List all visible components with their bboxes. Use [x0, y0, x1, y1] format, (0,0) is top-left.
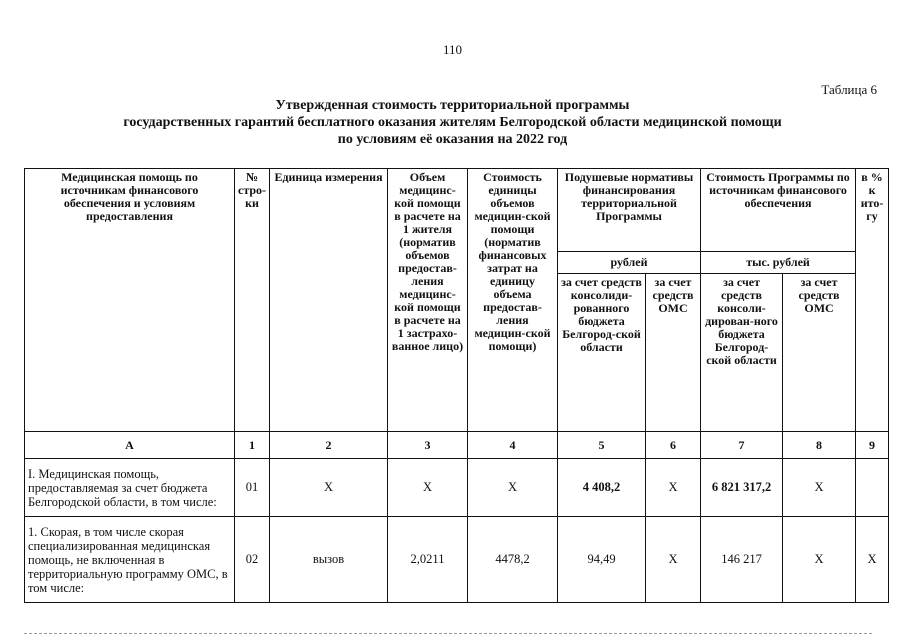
cost-table — [24, 168, 889, 603]
header-thousand-rubles: тыс. рублей — [701, 252, 856, 274]
header-col-unit: Единица измерения — [270, 169, 388, 432]
row-per-capita-budget: 4 408,2 — [558, 459, 646, 517]
header-col-volume: Объем медицинс-кой помощи в расчете на 1 жителя (норматив объемов предостав-ления медицинс-кой помощи в расчете на 1 застрахо-ванное лицо) — [388, 169, 468, 432]
row-name: 1. Скорая, в том числе скорая специализированная медицинская помощь, не включенная в территориальную программу ОМС, в том числе: — [25, 517, 235, 603]
row-name: I. Медицинская помощь, предоставляемая за счет бюджета Белгородской области, в том числе: — [25, 459, 235, 517]
row-per-capita-budget: 94,49 — [558, 517, 646, 603]
header-sub-6: за счет средств ОМС — [646, 274, 701, 432]
header-col-per-capita: Подушевые нормативы финансирования территориальной Программы — [558, 169, 701, 252]
header-sub-5: за счет средств консолиди-рованного бюджета Белгород-ской области — [558, 274, 646, 432]
column-number: 9 — [856, 432, 889, 459]
title-line-3: по условиям её оказания на 2022 год — [337, 132, 568, 147]
column-number-row — [25, 432, 889, 459]
row-per-capita-oms: Х — [646, 459, 701, 517]
row-line-number: 01 — [235, 459, 270, 517]
header-col-program-cost: Стоимость Программы по источникам финансового обеспечения — [701, 169, 856, 252]
column-number: 1 — [235, 432, 270, 459]
row-program-budget: 6 821 317,2 — [701, 459, 783, 517]
column-number: 8 — [783, 432, 856, 459]
column-number: 4 — [468, 432, 558, 459]
row-unit: вызов — [270, 517, 388, 603]
table-row — [25, 459, 889, 517]
row-volume: 2,0211 — [388, 517, 468, 603]
row-percent — [856, 459, 889, 517]
row-line-number: 02 — [235, 517, 270, 603]
table-title — [0, 97, 905, 148]
header-sub-7: за счет средств консоли-дирован-ного бюджета Белгород-ской области — [701, 274, 783, 432]
row-unit-cost: Х — [468, 459, 558, 517]
row-volume: Х — [388, 459, 468, 517]
column-number: 7 — [701, 432, 783, 459]
header-col-percent: в % к ито-гу — [856, 169, 889, 432]
page-bottom-edge — [24, 633, 872, 634]
row-program-oms: Х — [783, 517, 856, 603]
header-sub-8: за счет средств ОМС — [783, 274, 856, 432]
column-number: 3 — [388, 432, 468, 459]
table-label: Таблица 6 — [821, 82, 877, 97]
table-row — [25, 517, 889, 603]
column-number: 2 — [270, 432, 388, 459]
title-line-1: Утвержденная стоимость территориальной программы — [275, 98, 630, 113]
column-number: 6 — [646, 432, 701, 459]
column-number: 5 — [558, 432, 646, 459]
row-program-budget: 146 217 — [701, 517, 783, 603]
header-col-row-number: № стро-ки — [235, 169, 270, 432]
header-rubles: рублей — [558, 252, 701, 274]
header-col-a: Медицинская помощь по источникам финансового обеспечения и условиям предоставления — [25, 169, 235, 432]
header-col-cost: Стоимость единицы объемов медицин-ской помощи (норматив финансовых затрат на единицу объема предостав-ления медицин-ской помощи) — [468, 169, 558, 432]
header-row-1 — [25, 169, 889, 252]
row-program-oms: Х — [783, 459, 856, 517]
row-percent: Х — [856, 517, 889, 603]
title-line-2: государственных гарантий бесплатного оказания жителям Белгородской области медицинской помощи — [123, 115, 782, 130]
row-unit-cost: 4478,2 — [468, 517, 558, 603]
row-unit: Х — [270, 459, 388, 517]
column-number: А — [25, 432, 235, 459]
page-number: 110 — [442, 42, 463, 57]
row-per-capita-oms: Х — [646, 517, 701, 603]
